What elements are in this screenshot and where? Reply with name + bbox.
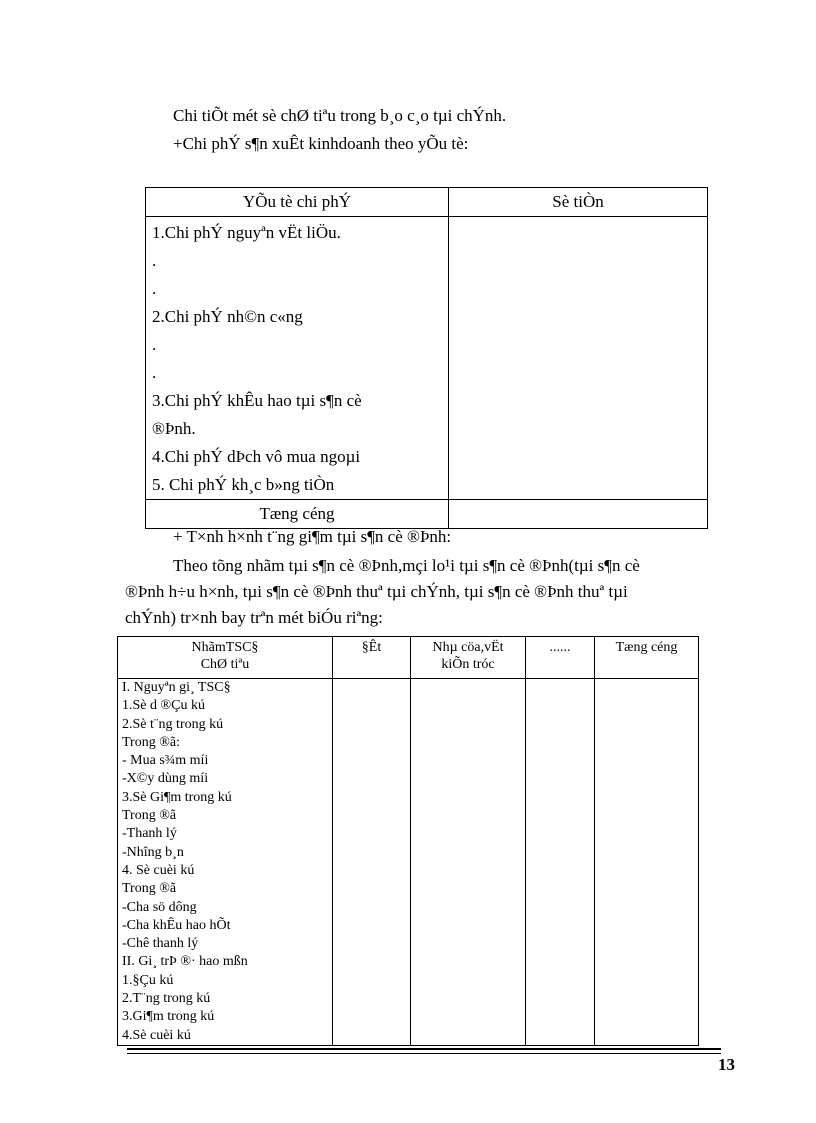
footer-rule-thick — [127, 1048, 721, 1050]
table2-row: 3.Gi¶m trong kú — [122, 1009, 215, 1025]
table1-item: . — [152, 279, 157, 298]
page-number: 13 — [718, 1055, 735, 1074]
table1-total-amount — [449, 500, 708, 529]
table2-row: 3.Sè Gi¶m trong kú — [122, 789, 232, 805]
table2-header-group-line-2: ChØ tiªu — [200, 657, 250, 672]
table2-row: 4.Sè cuèi kú — [122, 1027, 191, 1043]
table2-row: 2.T¨ng trong kú — [122, 991, 211, 1007]
table1-item: 2.Chi phÝ nh©n c«ng — [152, 307, 303, 326]
section2-para-line-3: chÝnh) tr×nh bay trªn mét biÓu riªng: — [125, 608, 383, 627]
table2-header-other: ...... — [526, 637, 595, 679]
table2-row: Trong ®ã — [122, 881, 177, 897]
table2-row: -Cha sö dông — [122, 899, 197, 915]
table1-items-cell — [146, 217, 449, 500]
table2-row: I. Nguyªn gi¸ TSC§ — [122, 680, 231, 695]
table2-header-group — [118, 637, 333, 679]
cost-by-element-table — [145, 187, 708, 529]
table2-row: -Cha khÊu hao hÕt — [122, 917, 231, 933]
table1-item: 4.Chi phÝ dÞch vô mua ngoµi — [152, 447, 361, 466]
table1-item: 5. Chi phÝ kh¸c b»ng tiÒn — [152, 475, 335, 494]
section2-heading: + T×nh h×nh t¨ng gi¶m tµi s¶n cè ®Þnh: — [173, 527, 452, 546]
section2-paragraph — [125, 553, 715, 631]
table2-land-cell — [333, 679, 411, 1046]
table1-header-amount: Sè tiÒn — [449, 188, 708, 217]
table2-buildings-cell — [411, 679, 526, 1046]
table2-row: II. Gi¸ trÞ ®· hao mßn — [122, 954, 248, 970]
intro-line-2: +Chi phÝ s¶n xuÊt kinhdoanh theo yÕu tè: — [173, 134, 469, 153]
table2-row: -Nhîng b¸n — [122, 844, 184, 860]
table2-row: 1.Sè d ®Çu kú — [122, 698, 205, 714]
table2-header-total: Tæng céng — [595, 637, 699, 679]
footer-rule-thin — [127, 1053, 721, 1054]
table2-header-land: §Êt — [333, 637, 411, 679]
table2-header-buildings — [411, 637, 526, 679]
table1-item: . — [152, 335, 157, 354]
section2-para-line-2: ®Þnh h÷u h×nh, tµi s¶n cè ®Þnh thuª tµi chÝnh, tµi s¶n cè ®Þnh thuª tµi — [125, 582, 628, 601]
table2-header-buildings-line-1: Nhµ cöa,vËt — [432, 640, 504, 655]
table2-header-buildings-line-2: kiÕn tróc — [441, 657, 495, 672]
table2-row: - Mua s¾m míi — [122, 753, 209, 769]
table1-amount-cell — [449, 217, 708, 500]
intro-line-1: Chi tiÕt mét sè chØ tiªu trong b¸o c¸o tµi chÝnh. — [173, 106, 507, 125]
table1-header-cost-element: YÕu tè chi phÝ — [146, 188, 449, 217]
table2-row: 4. Sè cuèi kú — [122, 862, 195, 878]
table2-row: 2.Sè t¨ng trong kú — [122, 716, 224, 732]
table2-row: 1.§Çu kú — [122, 972, 174, 988]
table1-item: ®Þnh. — [152, 419, 196, 438]
table2-items-cell — [118, 679, 333, 1046]
table1-item: 3.Chi phÝ khÊu hao tµi s¶n cè — [152, 391, 362, 410]
table1-item: . — [152, 251, 157, 270]
table1-total-label: Tæng céng — [146, 500, 449, 529]
fixed-asset-table — [117, 636, 699, 1046]
section2-para-line-1: Theo tõng nhãm tµi s¶n cè ®Þnh,mçi lo¹i tµi s¶n cè ®Þnh(tµi s¶n cè — [173, 556, 640, 575]
table1-item: 1.Chi phÝ nguyªn vËt liÖu. — [152, 223, 341, 242]
table2-row: Trong ®ã: — [122, 734, 180, 750]
table2-total-cell — [595, 679, 699, 1046]
table2-header-group-line-1: NhãmTSC§ — [191, 640, 259, 655]
table2-other-cell — [526, 679, 595, 1046]
table1-item: . — [152, 363, 157, 382]
table2-row: Trong ®ã — [122, 808, 177, 824]
table2-row: -Thanh lý — [122, 826, 177, 842]
table2-row: -Chê thanh lý — [122, 936, 199, 952]
table2-row: -X©y dùng míi — [122, 771, 209, 787]
